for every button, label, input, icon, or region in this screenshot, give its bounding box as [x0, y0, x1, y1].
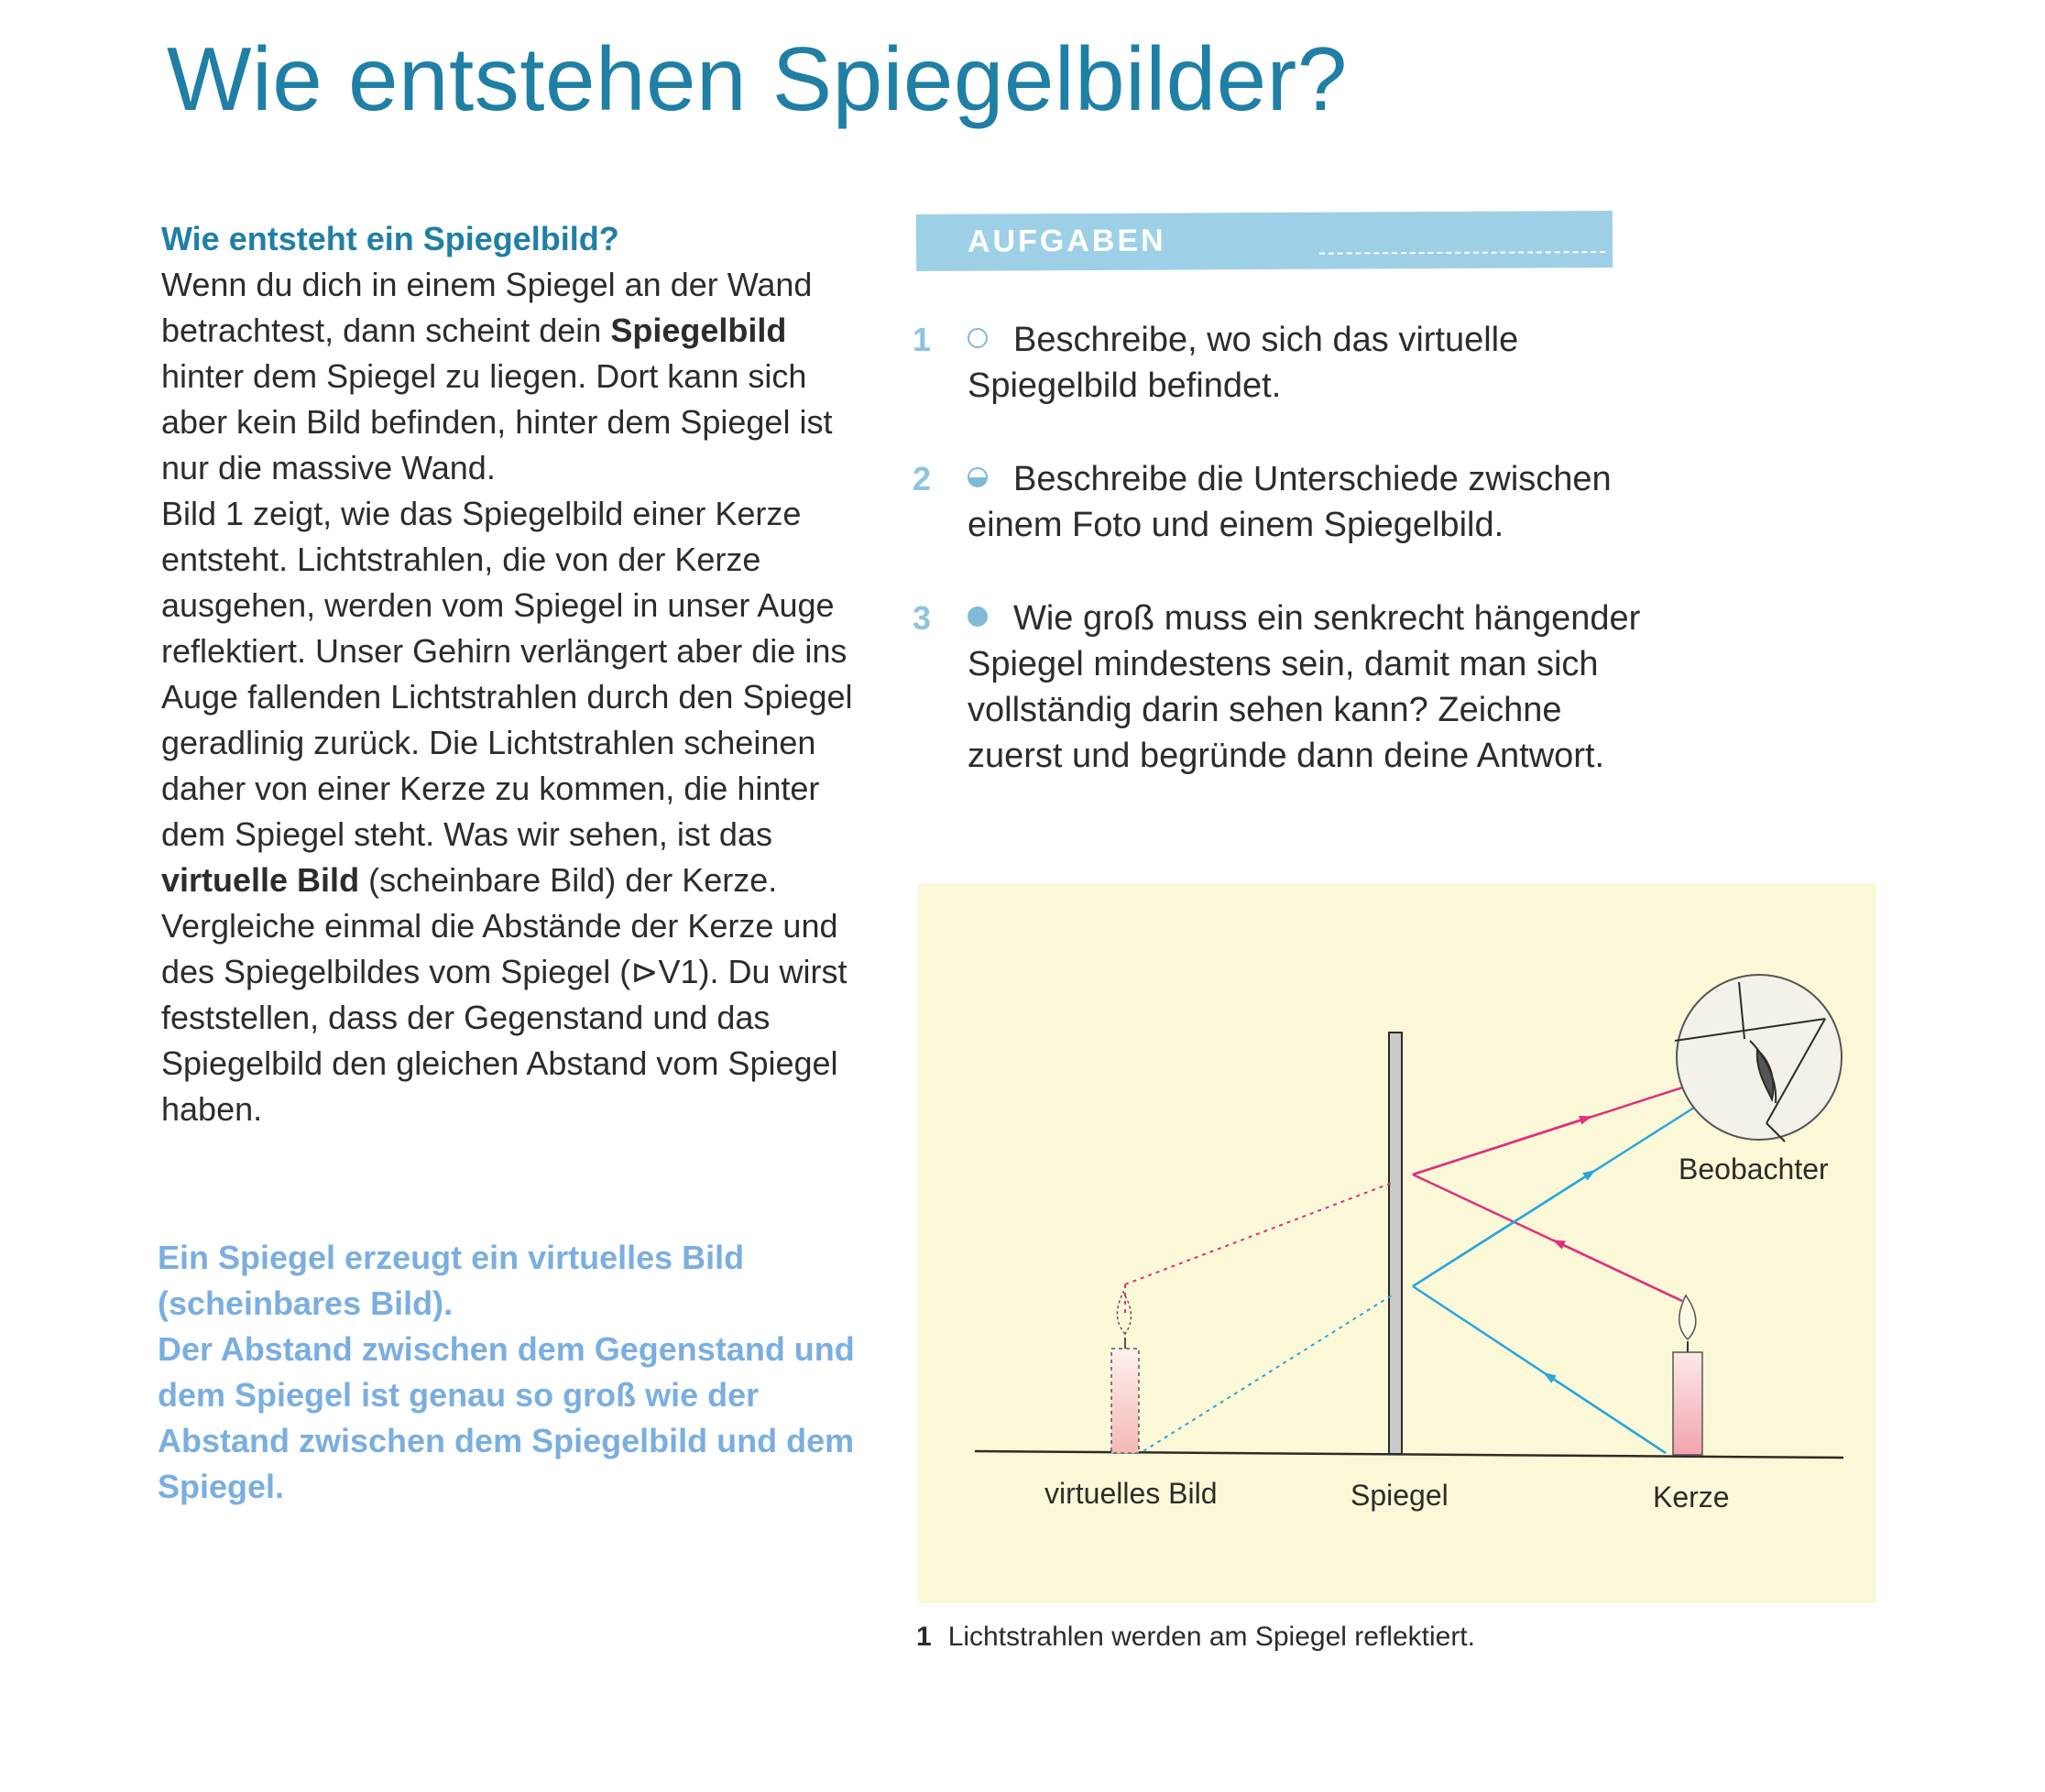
task-text: Beschreibe die Unterschiede zwischen einem Foto und einem Spiegelbild. [968, 460, 1612, 544]
mirror [1389, 1033, 1402, 1454]
summary-box [158, 1235, 891, 1510]
figure-panel [918, 883, 1876, 1603]
paragraph-intro [161, 262, 876, 491]
paragraph-explanation-after: (scheinbare Bild) der Kerze. [368, 861, 778, 899]
caption-text: Lichtstrahlen werden am Spiegel reflektiert. [947, 1622, 1475, 1652]
difficulty-half-circle-icon [968, 467, 988, 487]
aufgaben-label: AUFGABEN [967, 223, 1166, 259]
flame-icon [1679, 1295, 1696, 1339]
paragraph-explanation [161, 491, 876, 903]
label-candle: Kerze [1653, 1481, 1730, 1513]
ray-blue-virtual [1143, 1294, 1394, 1451]
candle [1673, 1352, 1702, 1455]
task-text: Wie groß muss ein senkrecht hängender Spiegel mindestens sein, damit man sich vollständig darin sehen kann? Zeichne zuerst und begründe dann deine Antwort. [968, 599, 1641, 775]
task-text: Beschreibe, wo sich das virtuelle Spiegelbild befindet. [968, 321, 1519, 405]
section-heading: Wie entsteht ein Spiegelbild? [161, 220, 619, 257]
caption-number: 1 [916, 1622, 932, 1652]
term-virtuelles-bild: virtuelle Bild [161, 861, 360, 899]
page-title: Wie entstehen Spiegelbilder? [167, 28, 1348, 129]
term-spiegelbild: Spiegelbild [610, 311, 787, 349]
paragraph-intro-after: hinter dem Spiegel zu liegen. Dort kann sich aber kein Bild befinden, hinter dem Spiegel ist nur die massive Wand. [161, 357, 833, 486]
aufgaben-banner [916, 211, 1613, 271]
arrow-blue-incident [1545, 1373, 1666, 1453]
paragraph-intro-before: Wenn du dich in einem Spiegel an der Wand betrachtest, dann scheint dein [161, 266, 813, 349]
virtual-candle [1111, 1349, 1139, 1453]
label-observer: Beobachter [1679, 1153, 1829, 1186]
figure-caption [916, 1622, 1475, 1653]
task-number: 3 [913, 599, 932, 637]
task-number: 1 [913, 321, 932, 358]
virtual-flame-icon [1117, 1292, 1131, 1334]
ray-red-virtual [1125, 1182, 1394, 1284]
ground-line [975, 1451, 1843, 1458]
arrow-red-reflected [1413, 1117, 1591, 1175]
main-text-column [161, 216, 876, 1132]
task-number: 2 [913, 460, 932, 497]
summary-line-2: Der Abstand zwischen dem Gegenstand und dem Spiegel ist genau so groß wie der Abstand zwischen dem Spiegelbild und dem Spiegel. [158, 1330, 855, 1505]
paragraph-comparison: Vergleiche einmal die Abstände der Kerze und des Spiegelbildes vom Spiegel (⊳V1). Du wirst feststellen, dass der Gegenstand und das Spiegelbild den gleichen Abstand vom Spiegel haben. [161, 907, 848, 1128]
summary-line-1: Ein Spiegel erzeugt ein virtuelles Bild (scheinbares Bild). [158, 1239, 745, 1322]
banner-dashed-line [1319, 251, 1605, 255]
arrow-red-incident [1554, 1240, 1682, 1301]
label-mirror: Spiegel [1351, 1479, 1449, 1512]
difficulty-empty-circle-icon [968, 328, 988, 348]
task-1 [913, 317, 1664, 409]
difficulty-full-circle-icon [968, 606, 988, 627]
paragraph-explanation-before: Bild 1 zeigt, wie das Spiegelbild einer Kerze entsteht. Lichtstrahlen, die von der Kerze ausgehen, werden vom Spiegel in unser Auge reflektiert. Unser Gehirn verlängert aber die ins Auge fallenden Lichtstrahlen durch den Spiegel geradlinig zurück. Die Lichtstrahlen scheinen daher von einer Kerze zu kommen, die hinter dem Spiegel steht. Was wir sehen, ist das [161, 495, 853, 853]
task-3 [913, 596, 1664, 779]
label-virtual-image: virtuelles Bild [1044, 1477, 1218, 1510]
task-2 [913, 456, 1664, 548]
